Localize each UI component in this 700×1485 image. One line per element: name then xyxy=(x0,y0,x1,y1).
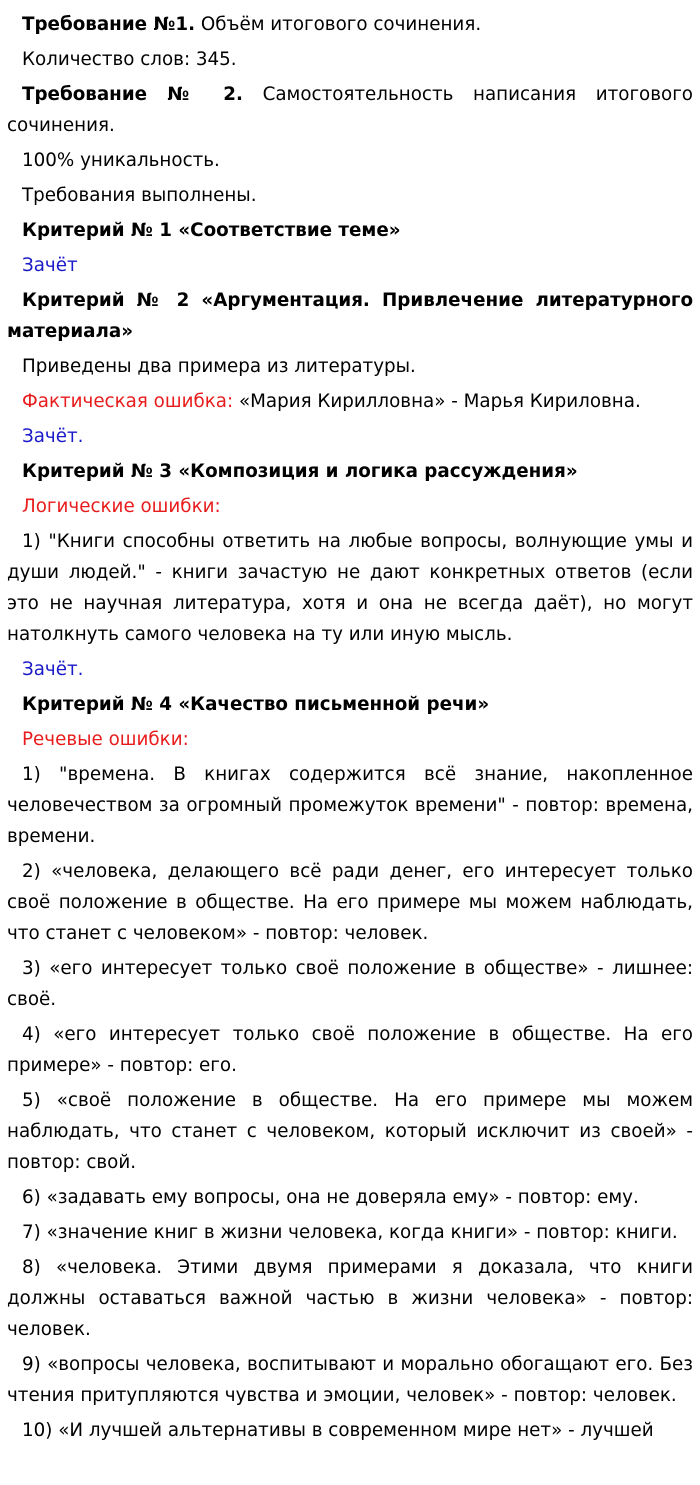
factual-error-label: Фактическая ошибка: xyxy=(22,391,234,412)
requirement-2-text: Самостоятельность написания итогового сочинения. xyxy=(7,84,693,136)
speech-error-item: 8) «человека. Этими двумя примерами я доказала, что книги должны оставаться важной частью в жизни человека» - повтор: человек. xyxy=(7,1257,693,1340)
logical-errors-label: Логические ошибки: xyxy=(22,496,221,517)
speech-error-item: 6) «задавать ему вопросы, она не доверяла ему» - повтор: ему. xyxy=(22,1187,639,1208)
speech-error-item: 2) «человека, делающего всё ради денег, его интересует только своё положение в обществе. На его примере мы можем наблюдать, что станет с человеком» - повтор: человек. xyxy=(7,861,693,944)
criterion-4-title: Критерий № 4 «Качество письменной речи» xyxy=(22,694,490,715)
criterion-2-error xyxy=(7,386,693,417)
speech-error-item: 4) «его интересует только своё положение в обществе. На его примере» - повтор: его. xyxy=(7,1024,693,1076)
speech-error-item: 10) «И лучшей альтернативы в современном мире нет» - лучшей xyxy=(22,1420,654,1441)
speech-error-item: 3) «его интересует только своё положение в обществе» - лишнее: своё. xyxy=(7,958,693,1010)
criterion-2-note: Приведены два примера из литературы. xyxy=(22,356,416,377)
speech-error-item: 7) «значение книг в жизни человека, когда книги» - повтор: книги. xyxy=(22,1222,678,1243)
logical-error-item: 1) "Книги способны ответить на любые вопросы, волнующие умы и души людей." - книги зачастую не дают конкретных ответов (если это не научная литература, хотя и она не всегда даёт), но могут натолкнуть самого человека на ту или иную мысль. xyxy=(7,531,693,645)
requirement-1 xyxy=(7,9,693,40)
speech-error-item: 9) «вопросы человека, воспитывают и морально обогащают его. Без чтения притупляются чувства и эмоции, человек» - повтор: человек. xyxy=(7,1354,693,1406)
requirement-1-label: Требование №1. xyxy=(22,14,196,35)
criterion-1-title: Критерий № 1 «Соответствие теме» xyxy=(22,220,401,241)
criterion-2-verdict: Зачёт. xyxy=(22,426,84,447)
speech-error-item: 5) «своё положение в обществе. На его примере мы можем наблюдать, что станет с человеком, который исключит из своей» - повтор: свой. xyxy=(7,1090,693,1173)
criterion-1-verdict: Зачёт xyxy=(22,255,78,276)
speech-error-item: 1) "времена. В книгах содержится всё знание, накопленное человечеством за огромный промежуток времени" - повтор: времена, времени. xyxy=(7,764,693,847)
requirement-2-label: Требование № 2. xyxy=(22,84,243,105)
criterion-3-title: Критерий № 3 «Композиция и логика рассуждения» xyxy=(22,461,578,482)
factual-error-text: «Мария Кирилловна» - Марья Кириловна. xyxy=(233,391,641,412)
requirement-1-result: Количество слов: 345. xyxy=(22,49,237,70)
requirements-status: Требования выполнены. xyxy=(22,185,257,206)
requirement-2-result: 100% уникальность. xyxy=(22,150,220,171)
criterion-3-verdict: Зачёт. xyxy=(22,659,84,680)
requirement-2 xyxy=(7,79,693,141)
requirement-1-text: Объём итогового сочинения. xyxy=(195,14,482,35)
speech-errors-label: Речевые ошибки: xyxy=(22,729,189,750)
criterion-2-title: Критерий № 2 «Аргументация. Привлечение литературного материала» xyxy=(7,290,693,342)
